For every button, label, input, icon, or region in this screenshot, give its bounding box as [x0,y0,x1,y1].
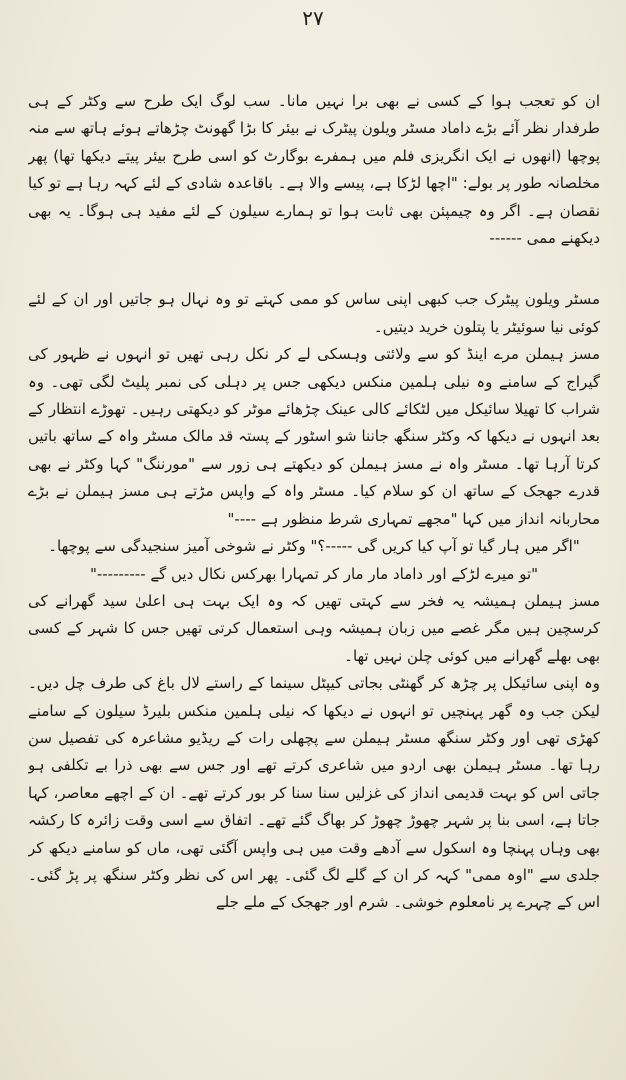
dialogue-line-2: "تو میرے لڑکے اور داماد مار مار کر تمہارا بھرکس نکال دیں گے ---------" [89,564,539,583]
paragraph-3: مسز ہیملن مرے اینڈ کو سے ولائتی وہسکی لے کر نکل رہی تھیں تو انہوں نے ظہور کی گیراج کے سامنے وہ نیلی ہلمین منکس دیکھی جس پر دہلی کی نمبر پلیٹ لگی تھی۔ وہ شراب کا تھیلا سائیکل میں لٹکائے کالی عینک چڑھائے موٹر کو دیکھتی رہیں۔ تھوڑے انتظار کے بعد انہوں نے دیکھا کہ وکٹر سنگھ جاننا شو اسٹور کے پستہ قد مالک مسٹر واہ کے ساتھ باتیں کرتا آرہا تھا۔ مسٹر واہ نے مسز ہیملن کو دیکھتے ہی زور سے "مورننگ" کہا وکٹر نے بھی قدرے جھجک کے ساتھ ان کو سلام کیا۔ مسٹر واہ کے واپس مڑتے ہی مسز ہیملن نے بڑے محاربانہ انداز میں کہا "مجھے تمہاری شرط منظور ہے ----" [28,345,600,528]
paragraph-gap [28,252,600,286]
dialogue-line-1: "اگر میں ہار گیا تو آپ کیا کریں گی -----؟" وکٹر نے شوخی آمیز سنجیدگی سے پوچھا۔ [48,537,580,556]
paragraph-5: وہ اپنی سائیکل پر چڑھ کر گھنٹی بجاتی کیپٹل سینما کے راستے لال باغ کی طرف چل دیں۔ لیکن جب وہ گھر پہنچیں تو انہوں نے دیکھا کہ نیلی ہلمین منکس بلیرڈ سیلون کے سامنے کھڑی تھی اور وکٹر سنگھ مسٹر ہیملن سے پچھلی رات کے ریڈیو مشاعرہ کی تفصیل سن رہا تھا۔ مسٹر ہیملن بھی اردو میں شاعری کرتے تھے اور جس سے بھی ذرا بے تکلفی ہو جاتی اس کو بہت قدیمی انداز کی غزلیں سنا سنا کر بور کرتے تھے۔ ان کے اچھے معاصر، کہا جاتا ہے، اسی بنا پر شہر چھوڑ چھوڑ کر بھاگ گئے تھے۔ اتفاق سے اسی وقت زائرہ کا رکشہ بھی وہاں پہنچا وہ اسکول سے آدھے وقت میں ہی واپس آگئی تھی، ماں کو سامنے دیکھ کر جلدی سے "اوہ ممی" کہہ کر ان کے گلے لگ گئی۔ پھر اس کی نظر وکٹر سنگھ پر پڑ گئی۔ اس کے چہرے پر نامعلوم خوشی۔ شرم اور جھجک کے ملے جلے [28,674,600,912]
paragraph-1: ان کو تعجب ہوا کے کسی نے بھی برا نہیں مانا۔ سب لوگ ایک طرح سے وکٹر کے ہی طرفدار نظر آئے بڑے داماد مسٹر ویلون پیٹرک نے بیئر کا بڑا گھونٹ چڑھاتے ہوئے ہاتھ سے منہ پوچھا (انھوں نے ایک انگریزی فلم میں ہمفرے بوگارٹ کو اسی طرح بیئر پیتے دیکھا تھا) پھر مخلصانہ طور پر بولے: "اچھا لڑکا ہے، پیسے والا ہے۔ باقاعدہ شادی کے لئے کہہ رہا ہے تو کیا نقصان ہے۔ اگر وہ چیمپئن بھی ثابت ہوا تو ہمارے سیلون کے لئے مفید ہی ہوگا۔ یہ بھی دیکھنے ممی ------ [28,92,600,248]
page-body [28,88,600,1074]
page-number: ۲۷ [302,6,324,30]
paragraph-2: مسٹر ویلون پیٹرک جب کبھی اپنی ساس کو ممی کہتے تو وہ نہال ہو جاتیں اور ان کے لئے کوئی نیا سوئیٹر یا پتلون خرید دیتیں۔ [28,290,600,336]
paragraph-4: مسز ہیملن ہمیشہ یہ فخر سے کہتی تھیں کہ وہ ایک بہت ہی اعلیٰ سید گھرانے کی کرسچین ہیں مگر غصے میں زبان ہمیشہ وہی استعمال کرتی تھیں جس کا شہر کے کسی بھی بھلے گھرانے میں کوئی چلن نہیں تھا۔ [28,591,600,665]
